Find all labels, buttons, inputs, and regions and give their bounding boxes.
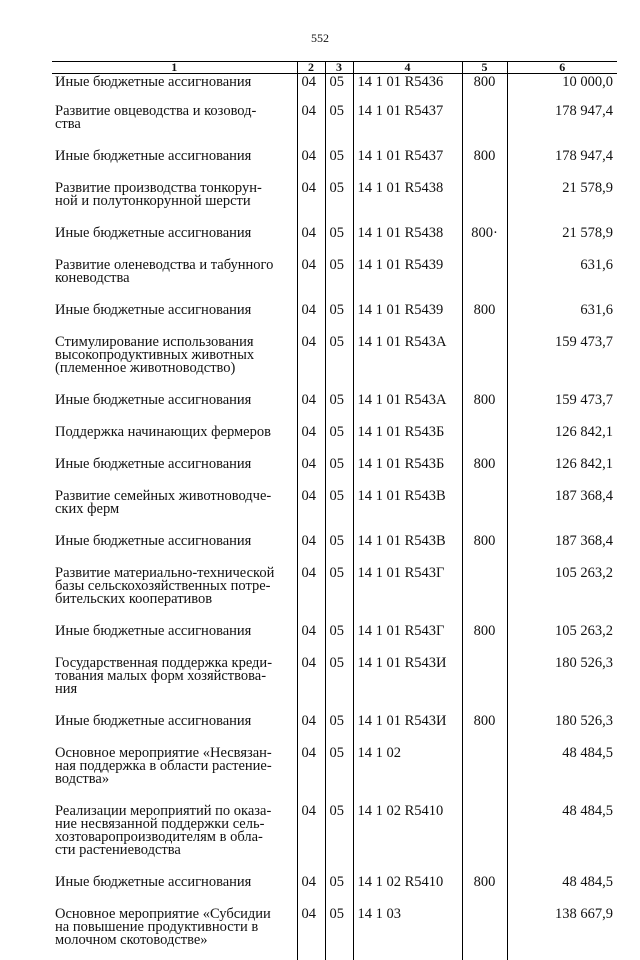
row-expense-type: 800: [462, 298, 507, 330]
row-subsection: 05: [325, 529, 353, 561]
row-target-article: 14 1 01 R5439: [353, 253, 462, 298]
row-amount: 21 578,9: [507, 221, 617, 253]
row-section: 04: [297, 253, 325, 298]
row-expense-type: [462, 330, 507, 388]
row-amount: 126 842,1: [507, 452, 617, 484]
table-row: [52, 99, 617, 144]
row-amount: 21 578,9: [507, 176, 617, 221]
row-section: 04: [297, 388, 325, 420]
row-section: 04: [297, 741, 325, 799]
table-row: [52, 529, 617, 561]
header-col-4: 4: [353, 62, 462, 74]
row-target-article: 14 1 01 R5437: [353, 99, 462, 144]
table-row: [52, 709, 617, 741]
row-section: 04: [297, 298, 325, 330]
row-name: Государственная поддержка креди- тования малых форм хозяйствова- ния: [52, 651, 297, 709]
row-name: Поддержка начинающих фермеров: [52, 420, 297, 452]
table-body: [52, 74, 617, 960]
row-expense-type: 800: [462, 619, 507, 651]
row-name: Иные бюджетные ассигнования: [52, 529, 297, 561]
row-section: 04: [297, 651, 325, 709]
row-section: 04: [297, 619, 325, 651]
row-target-article: 14 1 01 R543В: [353, 529, 462, 561]
row-subsection: 05: [325, 420, 353, 452]
row-target-article: 14 1 01 R543Г: [353, 561, 462, 619]
row-name: Развитие семейных животноводче- ских ферм: [52, 484, 297, 529]
row-amount: 126 842,1: [507, 420, 617, 452]
header-col-6: 6: [507, 62, 617, 74]
table-row: [52, 221, 617, 253]
row-amount: 187 368,4: [507, 484, 617, 529]
header-col-1: 1: [52, 62, 297, 74]
row-expense-type: 800: [462, 529, 507, 561]
row-expense-type: 800: [462, 870, 507, 902]
table-row: [52, 298, 617, 330]
header-col-5: 5: [462, 62, 507, 74]
row-target-article: 14 1 03: [353, 902, 462, 960]
header-col-2: 2: [297, 62, 325, 74]
row-amount: 105 263,2: [507, 561, 617, 619]
row-amount: 187 368,4: [507, 529, 617, 561]
row-section: 04: [297, 144, 325, 176]
row-target-article: 14 1 01 R5438: [353, 176, 462, 221]
row-amount: 10 000,0: [507, 74, 617, 100]
row-target-article: 14 1 02 R5410: [353, 870, 462, 902]
row-amount: 138 667,9: [507, 902, 617, 960]
row-expense-type: [462, 99, 507, 144]
row-target-article: 14 1 01 R543А: [353, 388, 462, 420]
table-row: [52, 144, 617, 176]
row-amount: 178 947,4: [507, 99, 617, 144]
row-name: Иные бюджетные ассигнования: [52, 870, 297, 902]
row-name: Стимулирование использования высокопродуктивных животных (племенное животноводство): [52, 330, 297, 388]
row-name: Иные бюджетные ассигнования: [52, 144, 297, 176]
row-target-article: 14 1 01 R5439: [353, 298, 462, 330]
row-name: Развитие овцеводства и козовод- ства: [52, 99, 297, 144]
row-subsection: 05: [325, 709, 353, 741]
row-expense-type: 800: [462, 144, 507, 176]
row-name: Иные бюджетные ассигнования: [52, 74, 297, 100]
row-subsection: 05: [325, 221, 353, 253]
row-target-article: 14 1 01 R543И: [353, 709, 462, 741]
row-expense-type: 800: [462, 74, 507, 100]
row-subsection: 05: [325, 619, 353, 651]
row-expense-type: [462, 902, 507, 960]
row-subsection: 05: [325, 452, 353, 484]
row-target-article: 14 1 01 R5438: [353, 221, 462, 253]
table-row: [52, 870, 617, 902]
row-section: 04: [297, 870, 325, 902]
table-row: [52, 420, 617, 452]
row-subsection: 05: [325, 298, 353, 330]
row-amount: 48 484,5: [507, 799, 617, 870]
row-subsection: 05: [325, 99, 353, 144]
row-subsection: 05: [325, 799, 353, 870]
row-section: 04: [297, 99, 325, 144]
row-name: Иные бюджетные ассигнования: [52, 388, 297, 420]
row-amount: 48 484,5: [507, 870, 617, 902]
row-section: 04: [297, 709, 325, 741]
row-target-article: 14 1 01 R5437: [353, 144, 462, 176]
row-section: 04: [297, 176, 325, 221]
table-row: [52, 651, 617, 709]
row-target-article: 14 1 01 R543Б: [353, 452, 462, 484]
row-section: 04: [297, 74, 325, 100]
row-section: 04: [297, 330, 325, 388]
row-section: 04: [297, 799, 325, 870]
row-amount: 159 473,7: [507, 330, 617, 388]
row-section: 04: [297, 529, 325, 561]
row-expense-type: [462, 484, 507, 529]
row-amount: 159 473,7: [507, 388, 617, 420]
row-subsection: 05: [325, 330, 353, 388]
row-target-article: 14 1 01 R543И: [353, 651, 462, 709]
row-expense-type: [462, 176, 507, 221]
row-name: Основное мероприятие «Субсидии на повышение продуктивности в молочном скотоводстве»: [52, 902, 297, 960]
row-amount: 631,6: [507, 298, 617, 330]
row-target-article: 14 1 01 R543А: [353, 330, 462, 388]
row-name: Основное мероприятие «Несвязан- ная поддержка в области растение- водства»: [52, 741, 297, 799]
row-amount: 178 947,4: [507, 144, 617, 176]
row-subsection: 05: [325, 176, 353, 221]
table-row: [52, 902, 617, 960]
row-amount: 180 526,3: [507, 651, 617, 709]
table-header-row: [52, 62, 617, 74]
row-amount: 105 263,2: [507, 619, 617, 651]
row-expense-type: 800·: [462, 221, 507, 253]
row-target-article: 14 1 01 R543Б: [353, 420, 462, 452]
row-name: Иные бюджетные ассигнования: [52, 221, 297, 253]
row-name: Иные бюджетные ассигнования: [52, 452, 297, 484]
row-expense-type: [462, 741, 507, 799]
row-section: 04: [297, 420, 325, 452]
table-row: [52, 484, 617, 529]
row-section: 04: [297, 902, 325, 960]
row-section: 04: [297, 484, 325, 529]
table-row: [52, 330, 617, 388]
row-target-article: 14 1 01 R5436: [353, 74, 462, 100]
row-expense-type: [462, 420, 507, 452]
table-row: [52, 388, 617, 420]
row-target-article: 14 1 01 R543Г: [353, 619, 462, 651]
table-row: [52, 619, 617, 651]
row-subsection: 05: [325, 870, 353, 902]
row-name: Развитие оленеводства и табунного коневодства: [52, 253, 297, 298]
table-row: [52, 741, 617, 799]
row-subsection: 05: [325, 144, 353, 176]
page-number: 552: [0, 31, 640, 46]
table-row: [52, 253, 617, 298]
row-target-article: 14 1 01 R543В: [353, 484, 462, 529]
row-expense-type: [462, 651, 507, 709]
table-row: [52, 799, 617, 870]
row-section: 04: [297, 452, 325, 484]
row-subsection: 05: [325, 741, 353, 799]
row-subsection: 05: [325, 74, 353, 100]
table-row: [52, 74, 617, 100]
row-target-article: 14 1 02: [353, 741, 462, 799]
row-section: 04: [297, 561, 325, 619]
row-amount: 180 526,3: [507, 709, 617, 741]
row-subsection: 05: [325, 651, 353, 709]
row-amount: 48 484,5: [507, 741, 617, 799]
row-name: Развитие материально-технической базы сельскохозяйственных потре- бительских кооперативов: [52, 561, 297, 619]
row-name: Развитие производства тонкорун- ной и полутонкорунной шерсти: [52, 176, 297, 221]
row-name: Иные бюджетные ассигнования: [52, 298, 297, 330]
row-section: 04: [297, 221, 325, 253]
row-expense-type: 800: [462, 709, 507, 741]
table-row: [52, 561, 617, 619]
table-row: [52, 452, 617, 484]
budget-table: [52, 61, 617, 960]
row-subsection: 05: [325, 388, 353, 420]
row-amount: 631,6: [507, 253, 617, 298]
row-subsection: 05: [325, 902, 353, 960]
header-col-3: 3: [325, 62, 353, 74]
row-expense-type: 800: [462, 452, 507, 484]
row-expense-type: [462, 799, 507, 870]
row-subsection: 05: [325, 484, 353, 529]
table-row: [52, 176, 617, 221]
row-expense-type: [462, 561, 507, 619]
row-name: Иные бюджетные ассигнования: [52, 709, 297, 741]
row-expense-type: [462, 253, 507, 298]
row-subsection: 05: [325, 253, 353, 298]
row-name: Реализации мероприятий по оказа- ние несвязанной поддержки сель- хозтоваропроизводителям в обла- сти растениеводства: [52, 799, 297, 870]
row-subsection: 05: [325, 561, 353, 619]
row-name: Иные бюджетные ассигнования: [52, 619, 297, 651]
row-expense-type: 800: [462, 388, 507, 420]
row-target-article: 14 1 02 R5410: [353, 799, 462, 870]
